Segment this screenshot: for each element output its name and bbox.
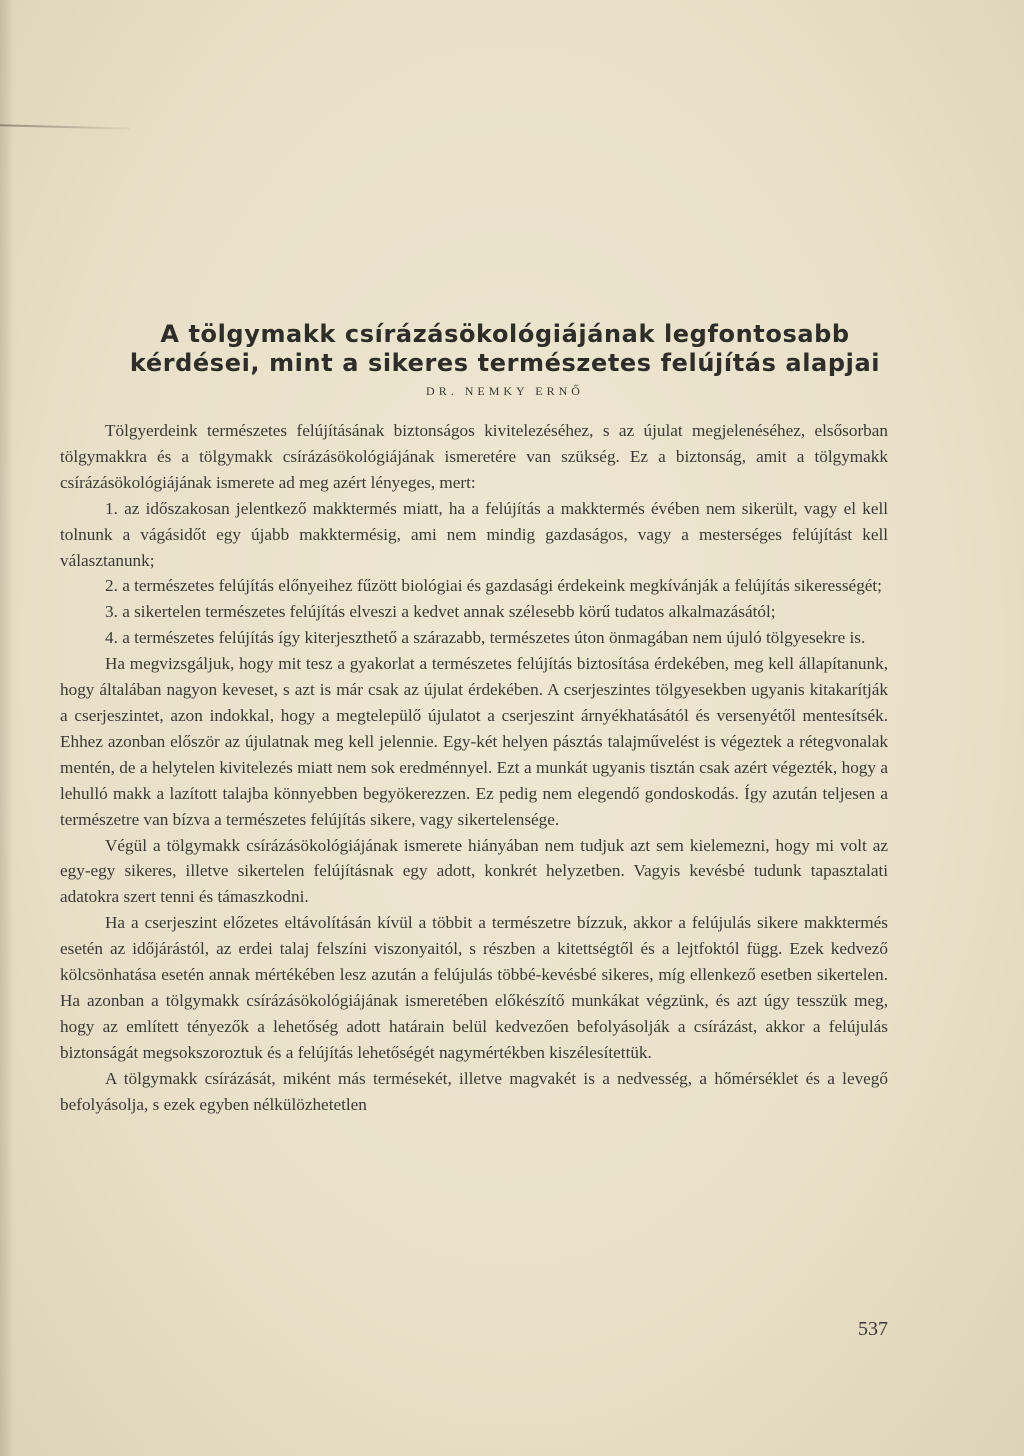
paragraph-conditions: Ha a cserjeszint előzetes eltávolításán kívül a többit a természetre bízzuk, akkor a felújulás sikere makktermés esetén az időjárástól, az erdei talaj felszíni viszonyaitól, s részben a kitettségtől és a lejtfoktól függ. Ezek kedvező kölcsönhatása esetén annak mértékében lesz azután a felújulás többé-kevésbé sikeres, míg ellenkező esetben sikertelen. Ha azonban a tölgymakk csírázásökológiájának ismeretében előkészítő munkákat végzünk, és azt úgy tesszük meg, hogy az említett tényezők a lehetőség adott határain belül kedvezően befolyásolják a csírázást, akkor a felújulás biztonságát megsokszoroztuk és a felújítás lehetőségét nagymértékben kiszélesítettük.	[60, 913, 888, 1062]
author-byline: DR. NEMKY ERNŐ	[426, 384, 584, 398]
page-number: 537	[858, 1318, 888, 1340]
title-line-1: A tölgymakk csírázásökológiájának legfontosabb	[160, 320, 850, 348]
list-item-3: 3. a sikertelen természetes felújítás elveszi a kedvet annak szélesebb körű tudatos alkalmazásától;	[105, 602, 776, 622]
title-line-2: kérdései, mint a sikeres természetes felújítás alapjai	[129, 349, 881, 377]
paragraph-analysis: Végül a tölgymakk csírázásökológiájának ismerete hiányában nem tudjuk azt sem kielemezni, hogy mi volt az egy-egy sikeres, illetve sikertelen felújításnak egy adott, konkrét helyzetben. Vagyis kevésbé tudunk tapasztalati adatokra szert tenni és támaszkodni.	[60, 835, 888, 907]
article-title	[60, 320, 950, 378]
paragraph-practice: Ha megvizsgáljuk, hogy mit tesz a gyakorlat a természetes felújítás biztosítása érdekében, meg kell állapítanunk, hogy általában nagyon keveset, s azt is már csak az újulat érdekében. A cserjeszintes tölgyesekben ugyanis kitakarítják a cserjeszintet, azon indokkal, hogy a megtelepülő újulatot a cserjeszint árnyékhatásától és versenyétől mentesítsék. Ehhez azonban először az újulatnak meg kell jelennie. Egy-két helyen pásztás talajművelést is végeztek a rétegvonalak mentén, de a helytelen kivitelezés miatt nem sok eredménnyel. Ezt a munkát ugyanis tisztán csak azért végezték, hogy a lehulló makk a lazított talajba könnyebben begyökerezzen. Ez pedig nem elegendő gondoskodás. Így azután teljesen a természetre van bízva a természetes felújítás sikere, vagy sikertelensége.	[60, 654, 888, 829]
article-body	[60, 418, 888, 1117]
paragraph-intro: Tölgyerdeink természetes felújításának biztonságos kivitelezéséhez, s az újulat megjelenéséhez, elsősorban tölgymakkra és a tölgymakk csírázásökológiájának ismeretére van szükség. Ez a biztonság, amit a tölgymakk csírázásökológiájának ismerete ad meg azért lényeges, mert:	[60, 421, 888, 492]
paper-scratch-mark	[0, 124, 130, 129]
list-item-4: 4. a természetes felújítás így kiterjeszthető a szárazabb, természetes úton önmagában nem újuló tölgyesekre is.	[105, 628, 866, 648]
list-item-2: 2. a természetes felújítás előnyeihez fűzött biológiai és gazdasági érdekeink megkívánják a felújítás sikerességét;	[105, 576, 882, 596]
list-item-1: 1. az időszakosan jelentkező makktermés miatt, ha a felújítás a makktermés évében nem sikerült, vagy el kell tolnunk a vágásidőt egy újabb makktermésig, ami nem mindig gazdaságos, vagy a mesterséges felújítást kell választanunk;	[60, 498, 888, 570]
page-edge-shadow	[0, 0, 14, 1456]
paragraph-germination: A tölgymakk csírázását, miként más termésekét, illetve magvakét is a nedvesség, a hőmérséklet és a levegő befolyásolja, s ezek egyben nélkülözhetetlen	[60, 1068, 888, 1114]
